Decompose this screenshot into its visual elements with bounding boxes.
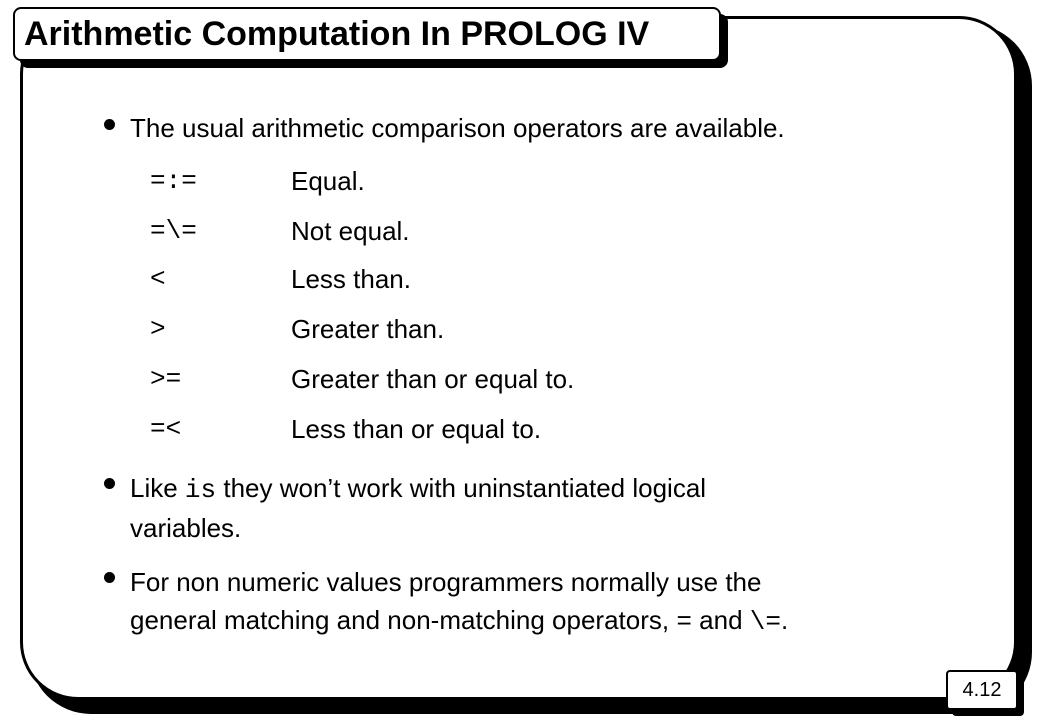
bullet-3-line-2	[130, 604, 788, 638]
bullet-3-line-1: For non numeric values programmers normally use the	[130, 567, 762, 597]
page-number-box	[946, 670, 1018, 710]
operator-desc-equal: Equal.	[291, 166, 365, 196]
bullet-3-dot	[104, 572, 115, 583]
operator-desc-not-equal: Not equal.	[291, 216, 410, 246]
bullet-2-line-2: variables.	[130, 513, 242, 543]
bullet-3-mid: and	[691, 605, 750, 635]
bullet-1-dot	[104, 119, 115, 130]
bullet-3-op-match: =	[676, 607, 692, 637]
bullet-2-code-is: is	[184, 475, 217, 505]
bullet-2-line-1	[130, 472, 706, 506]
bullet-3-line-2-prefix: general matching and non-matching operators,	[130, 605, 677, 635]
bullet-3-op-nomatch: \=	[749, 607, 781, 637]
bullet-2-prefix: Like	[130, 473, 185, 503]
page-number: 4.12	[962, 678, 1002, 701]
operator-desc-less-than: Less than.	[291, 264, 411, 294]
slide-title: Arithmetic Computation In PROLOG IV	[24, 14, 650, 53]
operator-desc-greater-than: Greater than.	[291, 314, 445, 344]
operator-symbol-less-equal: =<	[150, 414, 182, 444]
bullet-3-end: .	[781, 605, 789, 635]
operator-symbol-equal: =:=	[150, 166, 197, 196]
bullet-2-dot	[104, 478, 115, 489]
operator-symbol-greater-equal: >=	[150, 364, 182, 394]
operator-symbol-greater-than: >	[150, 314, 166, 344]
operator-symbol-not-equal: =\=	[150, 216, 197, 246]
bullet-2-suffix: they won’t work with uninstantiated logical	[216, 473, 707, 503]
bullet-1-text: The usual arithmetic comparison operators are available.	[130, 113, 785, 143]
operator-desc-greater-equal: Greater than or equal to.	[291, 364, 575, 394]
operator-desc-less-equal: Less than or equal to.	[291, 414, 542, 444]
operator-symbol-less-than: <	[150, 264, 166, 294]
